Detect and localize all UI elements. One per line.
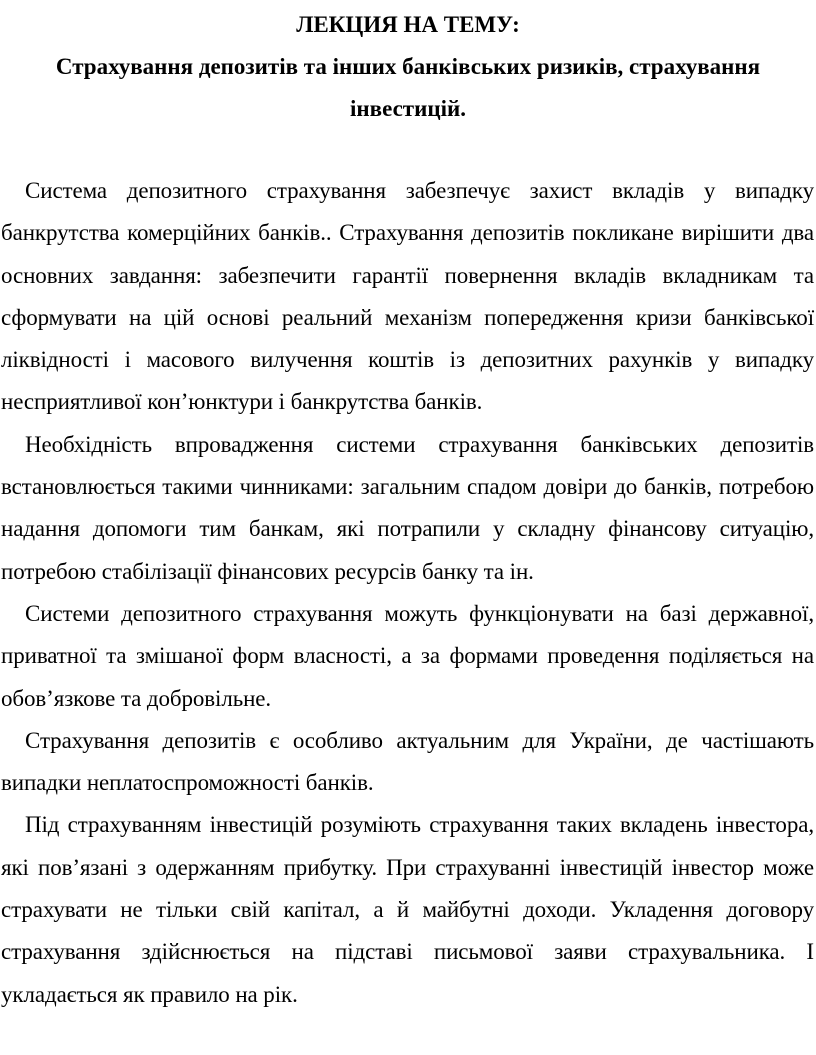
lecture-subtitle: Страхування депозитів та інших банківських ризиків, страхування інвестицій.: [55, 54, 761, 121]
paragraph-investment-insurance: Під страхуванням інвестицій розуміють страхування таких вкладень інвестора, які пов’язані з одержанням прибутку. При страхуванні інвестицій інвестор може страхувати не тільки свій капітал, а й майбутні доходи. Укладення договору страхування здійснюється на підставі письмової заяви страхувальника. І укладається як правило на рік.: [1, 812, 814, 1007]
paragraph-ownership-forms: Системи депозитного страхування можуть функціонувати на базі державної, приватної та змішаної форм власності, а за формами проведення поділяється на обов’язкове та добровільне.: [1, 600, 814, 711]
paragraph-ukraine-relevance: Страхування депозитів є особливо актуальним для України, де частішають випадки неплатоспроможності банків.: [1, 727, 814, 796]
paragraph-deposit-system: Система депозитного страхування забезпечує захист вкладів у випадку банкрутства комерційних банків.. Страхування депозитів покликане вирішити два основних завдання: забезпечити гарантії повернення вкладів вкладникам та сформувати на цій основі реальний механізм попередження кризи банківської ліквідності і масового вилучення коштів із депозитних рахунків у випадку несприятливої кон’юнктури і банкрутства банків.: [1, 178, 814, 415]
lecture-title: ЛЕКЦИЯ НА ТЕМУ:: [296, 12, 520, 37]
title-spacer: [1, 130, 815, 170]
paragraph-necessity: Необхідність впровадження системи страхування банківських депозитів встановлюється такими чинниками: загальним спадом довіри до банків, потребою надання допомоги тим банкам, які потрапили у складну фінансову ситуацію, потребою стабілізації фінансових ресурсів банку та ін.: [1, 431, 814, 584]
